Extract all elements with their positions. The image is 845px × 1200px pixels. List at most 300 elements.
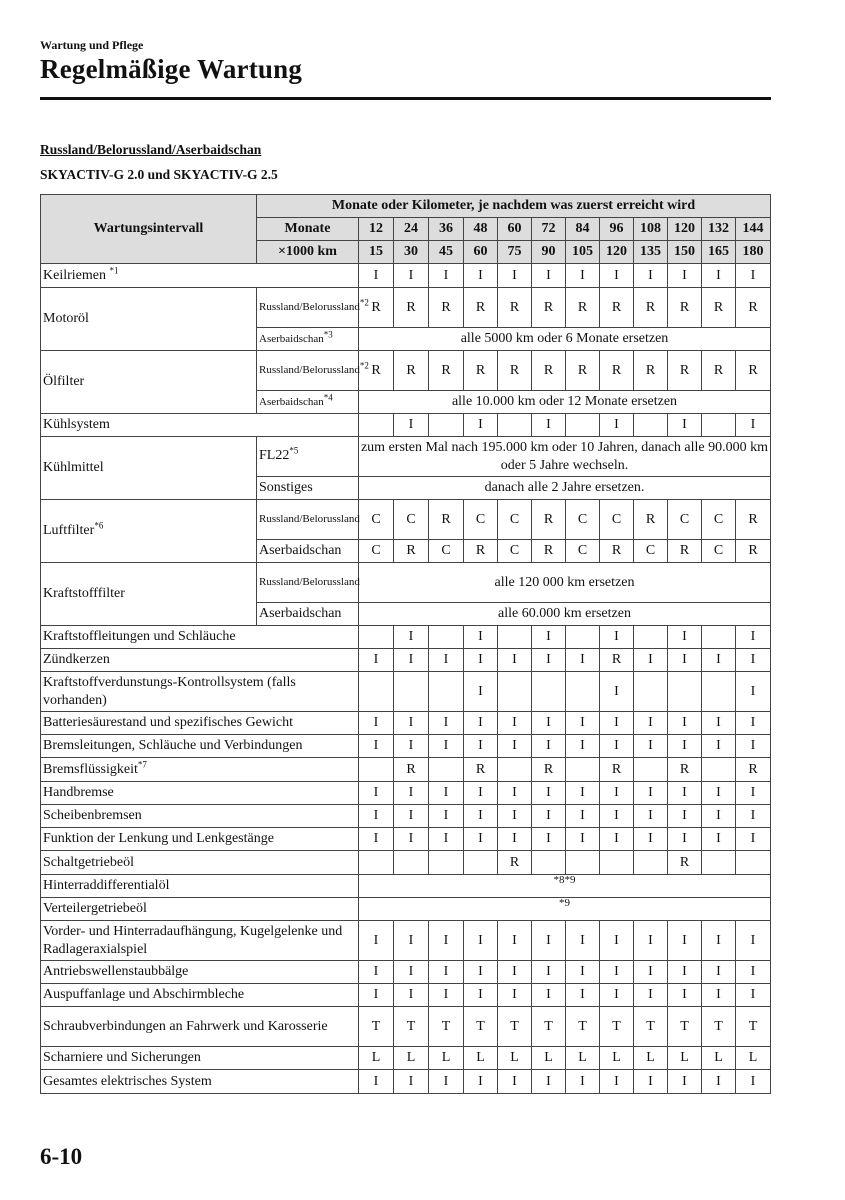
auspuff-value-text: I bbox=[682, 987, 687, 1003]
scharniere-value-text: L bbox=[578, 1050, 587, 1066]
sub-label-text: Russland/Belorussland bbox=[259, 513, 360, 526]
verdunstung-value bbox=[668, 672, 702, 712]
elektrik-value bbox=[359, 1070, 394, 1094]
footnote-marker: *3 bbox=[323, 329, 333, 340]
aufhaengung-value-text: I bbox=[580, 932, 585, 948]
elektrik-value bbox=[498, 1070, 532, 1094]
row-lenkung bbox=[41, 828, 771, 851]
handbremse-value bbox=[532, 782, 566, 805]
luftfilter-value-text: R bbox=[748, 543, 758, 559]
motoroel-value-text: R bbox=[475, 299, 486, 315]
km-value-text: 105 bbox=[572, 244, 593, 260]
keilriemen-value-text: I bbox=[478, 267, 483, 283]
batterie-value-text: I bbox=[546, 715, 551, 731]
bremsfluessigkeit-value bbox=[566, 758, 600, 782]
motoroel-value bbox=[668, 288, 702, 328]
zuendkerzen-value bbox=[464, 649, 498, 672]
auspuff-value-text: I bbox=[373, 987, 379, 1003]
keilriemen-value-text: I bbox=[682, 267, 687, 283]
zuendkerzen-value-text: I bbox=[512, 652, 517, 668]
elektrik-value bbox=[394, 1070, 429, 1094]
sub-label-text: Aserbaidschan bbox=[259, 605, 342, 621]
batterie-value-text: I bbox=[478, 715, 483, 731]
luftfilter-value-text: R bbox=[406, 543, 416, 559]
km-value-text: 15 bbox=[369, 244, 383, 260]
luftfilter-value bbox=[429, 500, 464, 540]
bremsleitungen-value-text: I bbox=[373, 738, 379, 754]
kraftstoffleitungen-value bbox=[566, 626, 600, 649]
aufhaengung-value bbox=[498, 921, 532, 961]
scheibenbremsen-value-text: I bbox=[546, 808, 551, 824]
handbremse-value-text: I bbox=[580, 785, 585, 801]
motoroel-value bbox=[736, 288, 771, 328]
oelfilter-value bbox=[600, 351, 634, 391]
luftfilter-value bbox=[600, 540, 634, 563]
verdunstung-value-text: I bbox=[750, 683, 756, 699]
schraubverbindungen-value-text: T bbox=[441, 1018, 451, 1034]
scharniere-value bbox=[429, 1047, 464, 1070]
region-heading: Russland/Belorussland/Aserbaidschan bbox=[40, 142, 262, 157]
span-text bbox=[359, 437, 771, 477]
handbremse-value bbox=[702, 782, 736, 805]
item-label-text: Batteriesäurestand und spezifisches Gewicht bbox=[43, 715, 293, 731]
luftfilter-value bbox=[634, 540, 668, 563]
schraubverbindungen-value-text: T bbox=[578, 1018, 587, 1034]
schraubverbindungen-value bbox=[498, 1007, 532, 1047]
keilriemen-value bbox=[600, 264, 634, 288]
kraftstoffleitungen-value bbox=[464, 626, 498, 649]
oelfilter-value bbox=[566, 351, 600, 391]
verdunstung-value bbox=[359, 672, 394, 712]
antriebswellen-value bbox=[429, 961, 464, 984]
scheibenbremsen-value-text: I bbox=[512, 808, 517, 824]
lenkung-value bbox=[498, 828, 532, 851]
sub-label bbox=[257, 603, 359, 626]
row-bremsleitungen bbox=[41, 735, 771, 758]
antriebswellen-value bbox=[566, 961, 600, 984]
bremsleitungen-value bbox=[600, 735, 634, 758]
oelfilter-value bbox=[464, 351, 498, 391]
bremsleitungen-value bbox=[464, 735, 498, 758]
motoroel-value-text: R bbox=[748, 299, 758, 315]
schaltgetriebeoel-value-text: R bbox=[509, 854, 520, 870]
luftfilter-value bbox=[532, 500, 566, 540]
item-label bbox=[41, 1007, 359, 1047]
batterie-value bbox=[600, 712, 634, 735]
lenkung-value bbox=[429, 828, 464, 851]
months-value-text: 24 bbox=[404, 221, 418, 237]
scheibenbremsen-value bbox=[429, 805, 464, 828]
antriebswellen-value-text: I bbox=[648, 964, 653, 980]
antriebswellen-value-text: I bbox=[443, 964, 449, 980]
kuehlsystem-value bbox=[429, 414, 464, 437]
item-label-text: Scharniere und Sicherungen bbox=[43, 1050, 201, 1066]
months-value-text: 72 bbox=[541, 221, 556, 237]
km-value bbox=[429, 241, 464, 264]
handbremse-value-text: I bbox=[443, 785, 449, 801]
auspuff-value-text: I bbox=[408, 987, 414, 1003]
luftfilter-value-text: C bbox=[577, 543, 588, 559]
elektrik-value bbox=[532, 1070, 566, 1094]
kuehlsystem-value-text: I bbox=[408, 417, 414, 433]
item-label bbox=[41, 414, 359, 437]
item-label bbox=[41, 758, 359, 782]
aufhaengung-value bbox=[736, 921, 771, 961]
elektrik-value-text: I bbox=[373, 1073, 379, 1089]
aufhaengung-value bbox=[668, 921, 702, 961]
row-zuendkerzen bbox=[41, 649, 771, 672]
months-value-text: 36 bbox=[439, 221, 453, 237]
km-value bbox=[394, 241, 429, 264]
luftfilter-value bbox=[600, 500, 634, 540]
verdunstung-value-text: I bbox=[478, 683, 483, 699]
kuehlsystem-value bbox=[702, 414, 736, 437]
batterie-value bbox=[566, 712, 600, 735]
elektrik-value-text: I bbox=[546, 1073, 551, 1089]
aufhaengung-value bbox=[600, 921, 634, 961]
schaltgetriebeoel-value bbox=[359, 851, 394, 875]
antriebswellen-value-text: I bbox=[682, 964, 687, 980]
item-label bbox=[41, 351, 257, 414]
lenkung-value-text: I bbox=[512, 831, 517, 847]
item-label bbox=[41, 672, 359, 712]
luftfilter-value-text: R bbox=[679, 543, 690, 559]
scharniere-value-text: L bbox=[680, 1050, 689, 1066]
luftfilter-value-text: C bbox=[509, 511, 520, 527]
oelfilter-value bbox=[532, 351, 566, 391]
bremsfluessigkeit-value bbox=[634, 758, 668, 782]
scharniere-value-text: L bbox=[406, 1050, 416, 1066]
header-row bbox=[41, 195, 771, 218]
keilriemen-value-text: I bbox=[614, 267, 619, 283]
sub-label bbox=[257, 351, 369, 391]
keilriemen-value-text: I bbox=[408, 267, 414, 283]
schaltgetriebeoel-value bbox=[634, 851, 668, 875]
handbremse-value-text: I bbox=[546, 785, 551, 801]
row-oelfilter bbox=[41, 351, 771, 391]
item-label-text: Kraftstoffleitungen und Schläuche bbox=[43, 629, 236, 645]
interval-header bbox=[257, 195, 771, 218]
antriebswellen-value bbox=[464, 961, 498, 984]
zuendkerzen-value bbox=[600, 649, 634, 672]
luftfilter-value-text: R bbox=[611, 543, 622, 559]
scheibenbremsen-value bbox=[702, 805, 736, 828]
scharniere-value bbox=[736, 1047, 771, 1070]
auspuff-value-text: I bbox=[716, 987, 721, 1003]
elektrik-value bbox=[464, 1070, 498, 1094]
elektrik-value bbox=[702, 1070, 736, 1094]
luftfilter-value bbox=[736, 500, 771, 540]
months-value bbox=[532, 218, 566, 241]
km-value bbox=[634, 241, 668, 264]
handbremse-value bbox=[668, 782, 702, 805]
item-label-text: Schraubverbindungen an Fahrwerk und Karosserie bbox=[43, 1018, 328, 1034]
keilriemen-value-text: I bbox=[443, 267, 449, 283]
span-text-text: alle 120 000 km ersetzen bbox=[494, 574, 635, 590]
oelfilter-value bbox=[394, 351, 429, 391]
km-value-text: 60 bbox=[473, 244, 488, 260]
item-label bbox=[41, 626, 359, 649]
batterie-value-text: I bbox=[512, 715, 517, 731]
zuendkerzen-value-text: I bbox=[648, 652, 653, 668]
span-text-text: alle 5000 km oder 6 Monate ersetzen bbox=[460, 331, 669, 347]
motoroel-value-text: R bbox=[441, 299, 451, 315]
bremsfluessigkeit-value bbox=[498, 758, 532, 782]
handbremse-value-text: I bbox=[478, 785, 483, 801]
scharniere-value bbox=[600, 1047, 634, 1070]
motoroel-value bbox=[498, 288, 532, 328]
luftfilter-value bbox=[498, 540, 532, 563]
scharniere-value-text: L bbox=[714, 1050, 723, 1066]
item-label bbox=[41, 735, 359, 758]
zuendkerzen-value-text: I bbox=[443, 652, 449, 668]
oelfilter-value-text: R bbox=[713, 362, 724, 378]
item-label-text: Bremsleitungen, Schläuche und Verbindungen bbox=[43, 738, 303, 754]
scheibenbremsen-value-text: I bbox=[580, 808, 585, 824]
lenkung-value-text: I bbox=[648, 831, 653, 847]
auspuff-value bbox=[429, 984, 464, 1007]
item-label bbox=[41, 898, 359, 921]
scheibenbremsen-value bbox=[498, 805, 532, 828]
auspuff-value-text: I bbox=[443, 987, 449, 1003]
antriebswellen-value-text: I bbox=[408, 964, 414, 980]
oelfilter-value bbox=[702, 351, 736, 391]
luftfilter-value-text: R bbox=[543, 511, 554, 527]
motoroel-value-text: R bbox=[371, 299, 381, 315]
luftfilter-value bbox=[668, 540, 702, 563]
keilriemen-value-text: I bbox=[512, 267, 517, 283]
luftfilter-value-text: C bbox=[371, 543, 381, 559]
oelfilter-value-text: R bbox=[748, 362, 758, 378]
item-label-text: Kühlsystem bbox=[43, 417, 110, 433]
footnote-note-text: *9 bbox=[559, 897, 570, 909]
bremsleitungen-value bbox=[736, 735, 771, 758]
schraubverbindungen-value bbox=[394, 1007, 429, 1047]
handbremse-value bbox=[600, 782, 634, 805]
kuehlsystem-value-text: I bbox=[750, 417, 756, 433]
batterie-value-text: I bbox=[408, 715, 414, 731]
sub-label-text: FL22 bbox=[259, 448, 290, 464]
scharniere-value-text: L bbox=[646, 1050, 655, 1066]
auspuff-value bbox=[668, 984, 702, 1007]
kraftstoffleitungen-value-text: I bbox=[750, 629, 756, 645]
scheibenbremsen-value bbox=[394, 805, 429, 828]
auspuff-value bbox=[359, 984, 394, 1007]
aufhaengung-value-text: I bbox=[478, 932, 483, 948]
lenkung-value bbox=[359, 828, 394, 851]
scharniere-value bbox=[359, 1047, 394, 1070]
scharniere-value-text: L bbox=[441, 1050, 451, 1066]
oelfilter-value-text: R bbox=[509, 362, 520, 378]
auspuff-value bbox=[464, 984, 498, 1007]
months-value bbox=[566, 218, 600, 241]
lenkung-value bbox=[394, 828, 429, 851]
auspuff-value-text: I bbox=[648, 987, 653, 1003]
antriebswellen-value bbox=[532, 961, 566, 984]
bremsfluessigkeit-value bbox=[429, 758, 464, 782]
motoroel-value bbox=[464, 288, 498, 328]
keilriemen-value bbox=[464, 264, 498, 288]
bremsfluessigkeit-value bbox=[736, 758, 771, 782]
sub-label bbox=[257, 328, 359, 351]
scharniere-value-text: L bbox=[510, 1050, 519, 1066]
zuendkerzen-value-text: I bbox=[408, 652, 414, 668]
row-aufhaengung bbox=[41, 921, 771, 961]
motoroel-value-text: R bbox=[713, 299, 724, 315]
kraftstoffleitungen-value bbox=[359, 626, 394, 649]
item-label bbox=[41, 288, 257, 351]
bremsleitungen-value bbox=[429, 735, 464, 758]
keilriemen-value bbox=[359, 264, 394, 288]
schraubverbindungen-value bbox=[702, 1007, 736, 1047]
footnote-marker: *7 bbox=[137, 759, 147, 770]
row-luftfilter bbox=[41, 500, 771, 540]
batterie-value bbox=[702, 712, 736, 735]
auspuff-value-text: I bbox=[580, 987, 585, 1003]
item-label-text: Antriebswellenstaubbälge bbox=[43, 964, 189, 980]
zuendkerzen-value-text: I bbox=[682, 652, 687, 668]
months-value bbox=[464, 218, 498, 241]
batterie-value-text: I bbox=[373, 715, 379, 731]
auspuff-value-text: I bbox=[512, 987, 517, 1003]
scheibenbremsen-value-text: I bbox=[648, 808, 653, 824]
bremsfluessigkeit-value-text: R bbox=[406, 761, 416, 777]
keilriemen-value bbox=[736, 264, 771, 288]
antriebswellen-value bbox=[702, 961, 736, 984]
footnote-marker: *5 bbox=[289, 445, 299, 456]
scheibenbremsen-value bbox=[464, 805, 498, 828]
antriebswellen-value bbox=[394, 961, 429, 984]
zuendkerzen-value-text: R bbox=[611, 652, 622, 668]
km-value bbox=[736, 241, 771, 264]
item-label-text: Kühlmittel bbox=[43, 460, 104, 476]
span-text-text: zum ersten Mal nach 195.000 km oder 10 Jahren, danach alle 90.000 km oder 5 Jahre wechseln. bbox=[360, 440, 769, 473]
kuehlsystem-value bbox=[634, 414, 668, 437]
luftfilter-value bbox=[566, 500, 600, 540]
zuendkerzen-value bbox=[634, 649, 668, 672]
motoroel-value bbox=[634, 288, 668, 328]
km-value-text: 75 bbox=[507, 244, 522, 260]
batterie-value-text: I bbox=[443, 715, 449, 731]
schraubverbindungen-value bbox=[634, 1007, 668, 1047]
span-text bbox=[359, 328, 771, 351]
title-rule bbox=[40, 97, 771, 100]
elektrik-value-text: I bbox=[512, 1073, 517, 1089]
elektrik-value bbox=[668, 1070, 702, 1094]
luftfilter-value-text: C bbox=[406, 511, 416, 527]
schraubverbindungen-value bbox=[532, 1007, 566, 1047]
item-label bbox=[41, 828, 359, 851]
oelfilter-value-text: R bbox=[577, 362, 588, 378]
elektrik-value-text: I bbox=[750, 1073, 756, 1089]
item-label-text: Schaltgetriebeöl bbox=[43, 854, 134, 870]
km-value bbox=[566, 241, 600, 264]
row-auspuff bbox=[41, 984, 771, 1007]
batterie-value bbox=[359, 712, 394, 735]
elektrik-value bbox=[600, 1070, 634, 1094]
aufhaengung-value-text: I bbox=[373, 932, 379, 948]
oelfilter-value-text: R bbox=[406, 362, 416, 378]
antriebswellen-value-text: I bbox=[580, 964, 585, 980]
scheibenbremsen-value bbox=[634, 805, 668, 828]
sub-label-text: Russland/Belorussland bbox=[259, 576, 360, 589]
sub-label-text: Aserbaidschan bbox=[259, 542, 342, 558]
schaltgetriebeoel-value-text: R bbox=[679, 854, 690, 870]
lenkung-value bbox=[668, 828, 702, 851]
auspuff-value bbox=[394, 984, 429, 1007]
bremsfluessigkeit-value-text: R bbox=[679, 761, 690, 777]
scharniere-value bbox=[634, 1047, 668, 1070]
luftfilter-value bbox=[702, 500, 736, 540]
auspuff-value-text: I bbox=[546, 987, 551, 1003]
oelfilter-value bbox=[668, 351, 702, 391]
row-motoroel bbox=[41, 288, 771, 328]
months-value bbox=[668, 218, 702, 241]
aufhaengung-value-text: I bbox=[648, 932, 653, 948]
schraubverbindungen-value-text: T bbox=[406, 1018, 416, 1034]
kraftstoffleitungen-value-text: I bbox=[614, 629, 619, 645]
keilriemen-value bbox=[634, 264, 668, 288]
item-label-text: Scheibenbremsen bbox=[43, 808, 142, 824]
months-value bbox=[498, 218, 532, 241]
handbremse-value-text: I bbox=[408, 785, 414, 801]
auspuff-value-text: I bbox=[614, 987, 619, 1003]
schraubverbindungen-value bbox=[566, 1007, 600, 1047]
row-handbremse bbox=[41, 782, 771, 805]
sub-label bbox=[257, 540, 359, 563]
luftfilter-value-text: R bbox=[645, 511, 656, 527]
luftfilter-value-text: R bbox=[475, 543, 486, 559]
antriebswellen-value bbox=[600, 961, 634, 984]
scharniere-value-text: L bbox=[612, 1050, 621, 1066]
span-text bbox=[359, 391, 771, 414]
luftfilter-value-text: C bbox=[441, 543, 451, 559]
bremsfluessigkeit-value-text: R bbox=[543, 761, 554, 777]
motoroel-value bbox=[566, 288, 600, 328]
kraftstoffleitungen-value bbox=[498, 626, 532, 649]
oelfilter-value bbox=[736, 351, 771, 391]
batterie-value bbox=[498, 712, 532, 735]
months-value-text: 60 bbox=[507, 221, 522, 237]
aufhaengung-value-text: I bbox=[512, 932, 517, 948]
keilriemen-value-text: I bbox=[546, 267, 551, 283]
antriebswellen-value bbox=[736, 961, 771, 984]
bremsleitungen-value-text: I bbox=[478, 738, 483, 754]
verdunstung-value-text: I bbox=[614, 683, 619, 699]
bremsleitungen-value-text: I bbox=[512, 738, 517, 754]
motoroel-value bbox=[600, 288, 634, 328]
zuendkerzen-value-text: I bbox=[478, 652, 483, 668]
zuendkerzen-value bbox=[429, 649, 464, 672]
scheibenbremsen-value-text: I bbox=[478, 808, 483, 824]
handbremse-value-text: I bbox=[716, 785, 721, 801]
item-label-text: Bremsflüssigkeit bbox=[43, 761, 138, 777]
months-value-text: 84 bbox=[575, 221, 590, 237]
antriebswellen-value bbox=[498, 961, 532, 984]
motoroel-value bbox=[394, 288, 429, 328]
luftfilter-value bbox=[359, 540, 394, 563]
scharniere-value bbox=[668, 1047, 702, 1070]
km-value-text: 90 bbox=[541, 244, 556, 260]
keilriemen-value bbox=[394, 264, 429, 288]
auspuff-value bbox=[532, 984, 566, 1007]
lenkung-value-text: I bbox=[614, 831, 619, 847]
luftfilter-value-text: C bbox=[475, 511, 486, 527]
schraubverbindungen-value bbox=[736, 1007, 771, 1047]
keilriemen-value bbox=[532, 264, 566, 288]
lenkung-value-text: I bbox=[546, 831, 551, 847]
row-scheibenbremsen bbox=[41, 805, 771, 828]
